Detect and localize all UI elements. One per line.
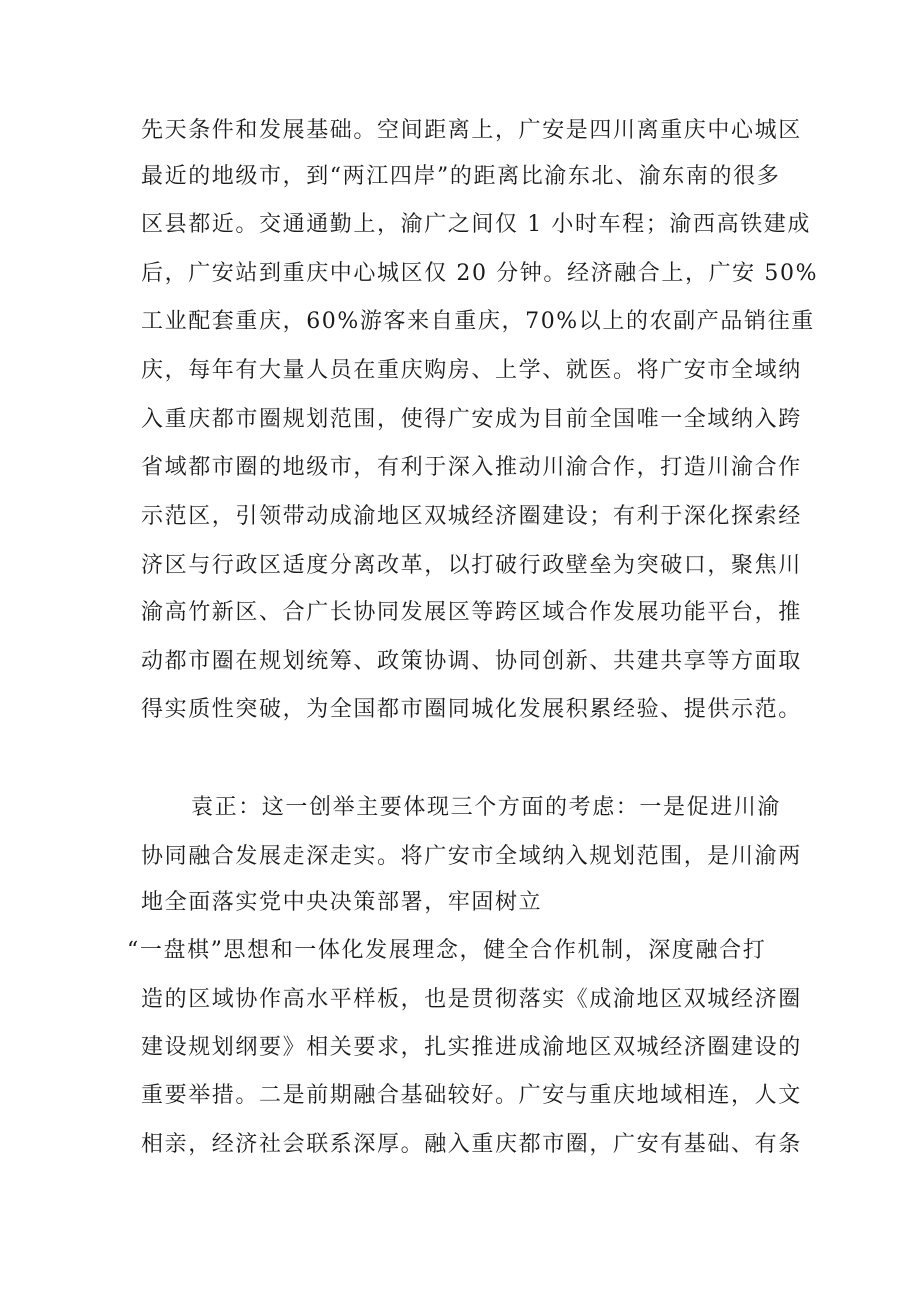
text-line: 重要举措。二是前期融合基础较好。广安与重庆地域相连，人文 — [141, 1083, 802, 1108]
text-line: “一盘棋”思想和一体化发展理念，健全合作机制，深度融合打 — [127, 938, 767, 963]
text-line: 造的区域协作高水平样板，也是贯彻落实《成渝地区双城经济圈 — [141, 987, 802, 1012]
text-line: 渝高竹新区、合广长协同发展区等跨区域合作发展功能平台，推 — [141, 600, 802, 625]
text-line: 先天条件和发展基础。空间距离上，广安是四川离重庆中心城区 — [141, 118, 802, 143]
text-line: 庆，每年有大量人员在重庆购房、上学、就医。将广安市全域纳 — [141, 358, 802, 383]
text-line: 最近的地级市，到“两江四岸”的距离比渝东北、渝东南的很多 — [141, 164, 781, 189]
text-line: 袁正：这一创举主要体现三个方面的考虑：一是促进川渝 — [191, 795, 782, 820]
text-line: 协同融合发展走深走实。将广安市全域纳入规划范围，是川渝两 — [141, 844, 802, 869]
text-line: 入重庆都市圈规划范围，使得广安成为目前全国唯一全域纳入跨 — [141, 407, 802, 432]
text-line: 工业配套重庆，60%游客来自重庆，70%以上的农副产品销往重 — [141, 309, 815, 334]
text-line: 后，广安站到重庆中心城区仅 20 分钟。经济融合上，广安 50% — [141, 261, 819, 286]
text-line: 区县都近。交通通勤上，渝广之间仅 1 小时车程；渝西高铁建成 — [141, 212, 811, 237]
text-line: 省域都市圈的地级市，有利于深入推动川渝合作，打造川渝合作 — [141, 455, 802, 480]
text-line: 地全面落实党中央决策部署，牢固树立 — [141, 890, 543, 915]
text-line: 建设规划纲要》相关要求，扎实推进成渝地区双城经济圈建设的 — [141, 1035, 802, 1060]
text-line: 得实质性突破，为全国都市圈同城化发展积累经验、提供示范。 — [141, 697, 802, 722]
text-line: 济区与行政区适度分离改革，以打破行政壁垒为突破口，聚焦川 — [141, 553, 802, 578]
text-line: 示范区，引领带动成渝地区双城经济圈建设；有利于深化探索经 — [141, 504, 802, 529]
text-line: 动都市圈在规划统筹、政策协调、协同创新、共建共享等方面取 — [141, 649, 802, 674]
text-line: 相亲，经济社会联系深厚。融入重庆都市圈，广安有基础、有条 — [141, 1132, 802, 1157]
